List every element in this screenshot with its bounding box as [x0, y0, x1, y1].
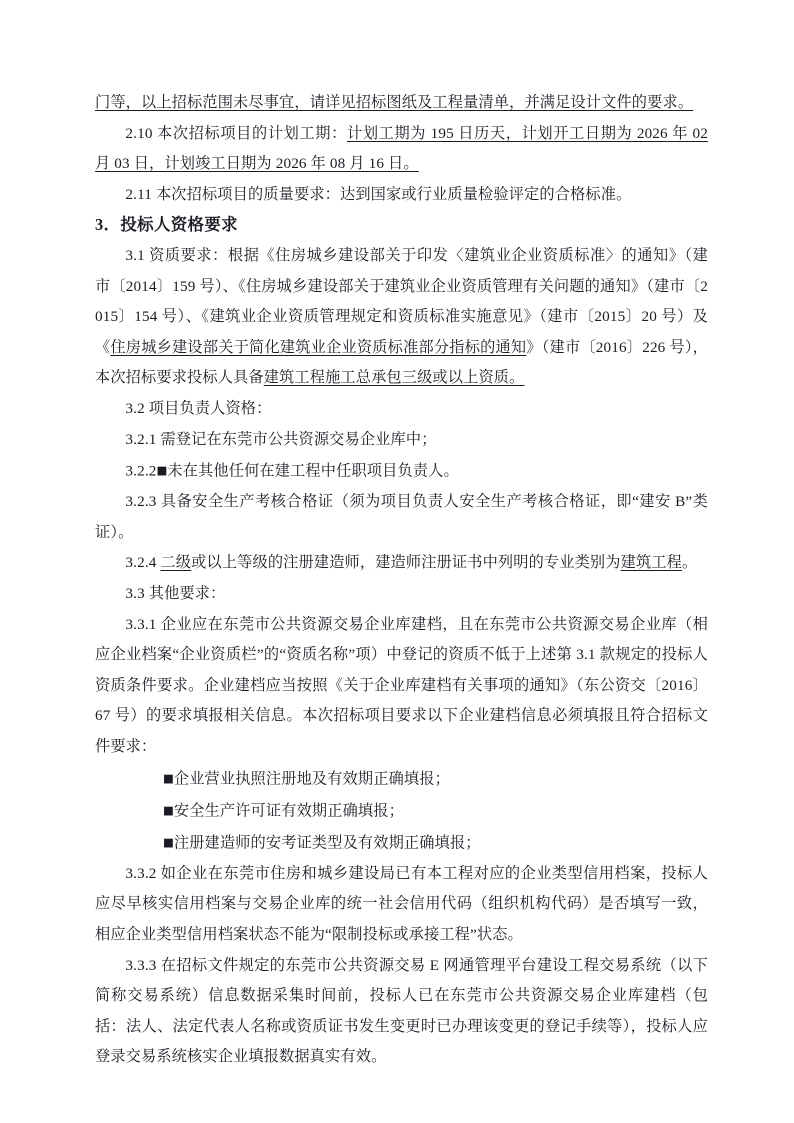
paragraph-3-2 [95, 394, 708, 425]
paragraph-3-3-2-text: 3.3.2 如企业在东莞市住房和城乡建设局已有本工程对应的企业类型信用档案，投标人应尽早核实信用档案与交易企业库的统一社会信用代码（组织机构代码）是否填写一致，相应企业类型信用档案状态不能为“限制投标或承接工程”状态。 [95, 864, 708, 944]
paragraph-3-1-mid: 》（建市〔2016〕226 号），本次招标要求投标人具备 [95, 338, 708, 387]
paragraph-3-3-2 [95, 859, 708, 951]
paragraph-3-2-text: 3.2 项目负责人资格： [125, 399, 272, 417]
paragraph-3-2-4-mid: 或以上等级的注册建造师，建造师注册证书中列明的专业类别为 [191, 554, 621, 572]
paragraph-3-1-underlined-mid: 住房城乡建设部关于简化建筑业企业资质标准部分指标的通知 [110, 338, 527, 356]
paragraph-3-1 [95, 241, 708, 394]
paragraph-3-3-1 [95, 610, 708, 763]
paragraph-3-3-3 [95, 951, 708, 1073]
paragraph-3-2-2-number: 3.2.2 [125, 462, 157, 480]
section-heading-3: 3．投标人资格要求 [95, 215, 238, 235]
paragraph-2-10 [95, 119, 708, 180]
filled-square-icon: ■ [163, 770, 174, 785]
paragraph-3-2-3 [95, 487, 708, 548]
paragraph-3-2-4-lead: 3.2.4 [125, 554, 161, 572]
paragraph-3-2-1-text: 3.2.1 需登记在东莞市公共资源交易企业库中； [125, 430, 437, 448]
paragraph-2-11 [95, 180, 708, 211]
filled-square-icon: ■ [163, 802, 174, 817]
bullet-item-2 [95, 795, 708, 827]
paragraph-3-2-2-text: 未在其他任何在建工程中任职项目负责人。 [167, 462, 459, 480]
paragraph-3-2-4-tail: 。 [681, 554, 698, 572]
paragraph-3-1-lead: 3.1 资质要求：根据《住房城乡建设部关于印发〈建筑业企业资质标准〉的通知》（建市〔2014〕159 号）、《住房城乡建设部关于建筑业企业资质管理有关问题的通知》（建市〔2015〕154 号）、《建筑业企业资质管理规定和资质标准实施意见》（建市〔2015〕20 号）及《 [95, 246, 708, 356]
bullet-item-3 [95, 827, 708, 859]
paragraph-2-11-text: 2.11 本次招标项目的质量要求：达到国家或行业质量检验评定的合格标准。 [125, 185, 632, 203]
paragraph-3-3-3-text: 3.3.3 在招标文件规定的东莞市公共资源交易 E 网通管理平台建设工程交易系统（以下简称交易系统）信息数据采集时间前，投标人已在东莞市公共资源交易企业库建档（包括：法人、法定代表人名称或资质证书发生变更时已办理该变更的登记手续等），投标人应登录交易系统核实企业填报数据真实有效。 [95, 956, 708, 1066]
bullet-item-2-text: 安全生产许可证有效期正确填报； [173, 802, 404, 820]
paragraph-continuation [95, 88, 708, 119]
paragraph-continuation-text: 门等，以上招标范围未尽事宜，请详见招标图纸及工程量清单，并满足设计文件的要求。 [95, 94, 694, 111]
paragraph-3-3-1-text: 3.3.1 企业应在东莞市公共资源交易企业库建档，且在东莞市公共资源交易企业库（相应企业档案“企业资质栏”的“资质名称”项）中登记的资质不低于上述第 3.1 款规定的投标人资质条件要求。企业建档应当按照《关于企业库建档有关事项的通知》（东公资交〔2016〕67 号）的要求填报相关信息。本次招标项目要求以下企业建档信息必须填报且符合招标文件要求： [95, 615, 708, 755]
paragraph-3-2-4-underlined-2: 建筑工程 [620, 554, 682, 572]
filled-square-icon: ■ [163, 834, 174, 849]
paragraph-3-2-4-underlined-1: 二级 [160, 554, 192, 572]
bullet-item-1 [95, 763, 708, 795]
page-content [95, 88, 708, 1073]
bullet-item-3-text: 注册建造师的安考证类型及有效期正确填报； [173, 834, 481, 852]
paragraph-3-2-2 [95, 455, 708, 487]
paragraph-3-2-4 [95, 548, 708, 579]
paragraph-3-3 [95, 579, 708, 610]
paragraph-2-10-lead: 2.10 本次招标项目的计划工期： [125, 124, 347, 142]
paragraph-3-1-underlined-tail: 建筑工程施工总承包三级或以上资质。 [263, 369, 525, 387]
paragraph-3-3-text: 3.3 其他要求： [125, 585, 226, 602]
bullet-item-1-text: 企业营业执照注册地及有效期正确填报； [173, 770, 450, 788]
paragraph-2-10-underlined: 计划工期为 195 日历天，计划开工日期为 2026 年 02 月 03 日，计划竣工日期为 2026 年 08 月 16 日。 [95, 124, 708, 173]
paragraph-3-2-3-text: 3.2.3 具备安全生产考核合格证（须为项目负责人安全生产考核合格证，即“建安 B”类证）。 [95, 493, 708, 541]
filled-square-icon: ■ [156, 463, 168, 478]
paragraph-3-2-1 [95, 425, 708, 456]
